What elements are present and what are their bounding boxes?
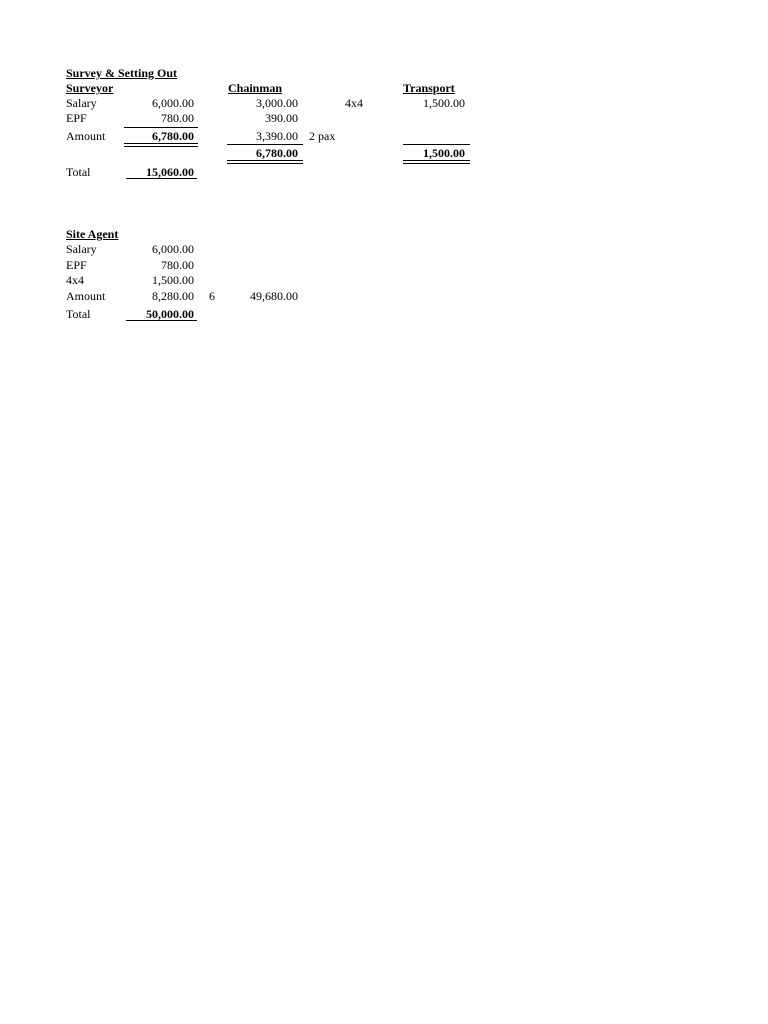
site-agent-product: 49,680.00 (250, 289, 298, 303)
surveyor-salary-value: 6,000.00 (152, 96, 194, 110)
site-agent-total-label: Total (66, 307, 91, 321)
survey-total-label: Total (66, 165, 91, 179)
transport-vehicle-label: 4x4 (345, 96, 363, 110)
transport-value: 1,500.00 (423, 96, 465, 110)
site-agent-multiplier: 6 (209, 289, 215, 303)
transport-header: Transport (403, 81, 455, 95)
surveyor-sum-line (124, 127, 198, 128)
chainman-salary-value: 3,000.00 (256, 96, 298, 110)
surveyor-amount-value: 6,780.00 (152, 129, 194, 143)
site-agent-epf-value: 780.00 (161, 258, 194, 272)
site-agent-salary-value: 6,000.00 (152, 242, 194, 256)
chainman-pax-label: 2 pax (309, 129, 336, 143)
site-agent-amount-label: Amount (66, 289, 106, 303)
surveyor-amount-label: Amount (66, 129, 106, 143)
survey-total-underline (126, 178, 197, 179)
site-agent-4x4-value: 1,500.00 (152, 273, 194, 287)
site-agent-total-value: 50,000.00 (146, 307, 194, 321)
chainman-double-underline (227, 160, 303, 164)
site-agent-4x4-label: 4x4 (66, 273, 84, 287)
section-title-site-agent: Site Agent (66, 227, 119, 241)
chainman-sum-line (227, 144, 303, 145)
chainman-total-value: 6,780.00 (256, 146, 298, 160)
transport-sum-line (403, 144, 470, 145)
surveyor-double-underline (124, 143, 198, 147)
survey-total-value: 15,060.00 (146, 165, 194, 179)
site-agent-salary-label: Salary (66, 242, 97, 256)
chainman-header: Chainman (228, 81, 283, 95)
site-agent-amount-value: 8,280.00 (152, 289, 194, 303)
site-agent-total-underline (126, 320, 197, 321)
transport-total-value: 1,500.00 (423, 146, 465, 160)
surveyor-header: Surveyor (66, 81, 114, 95)
chainman-epf-value: 390.00 (265, 111, 298, 125)
site-agent-epf-label: EPF (66, 258, 87, 272)
surveyor-epf-label: EPF (66, 111, 87, 125)
surveyor-salary-label: Salary (66, 96, 97, 110)
chainman-amount-value: 3,390.00 (256, 129, 298, 143)
transport-double-underline (403, 160, 470, 164)
surveyor-epf-value: 780.00 (161, 111, 194, 125)
section-title-survey: Survey & Setting Out (66, 66, 177, 80)
